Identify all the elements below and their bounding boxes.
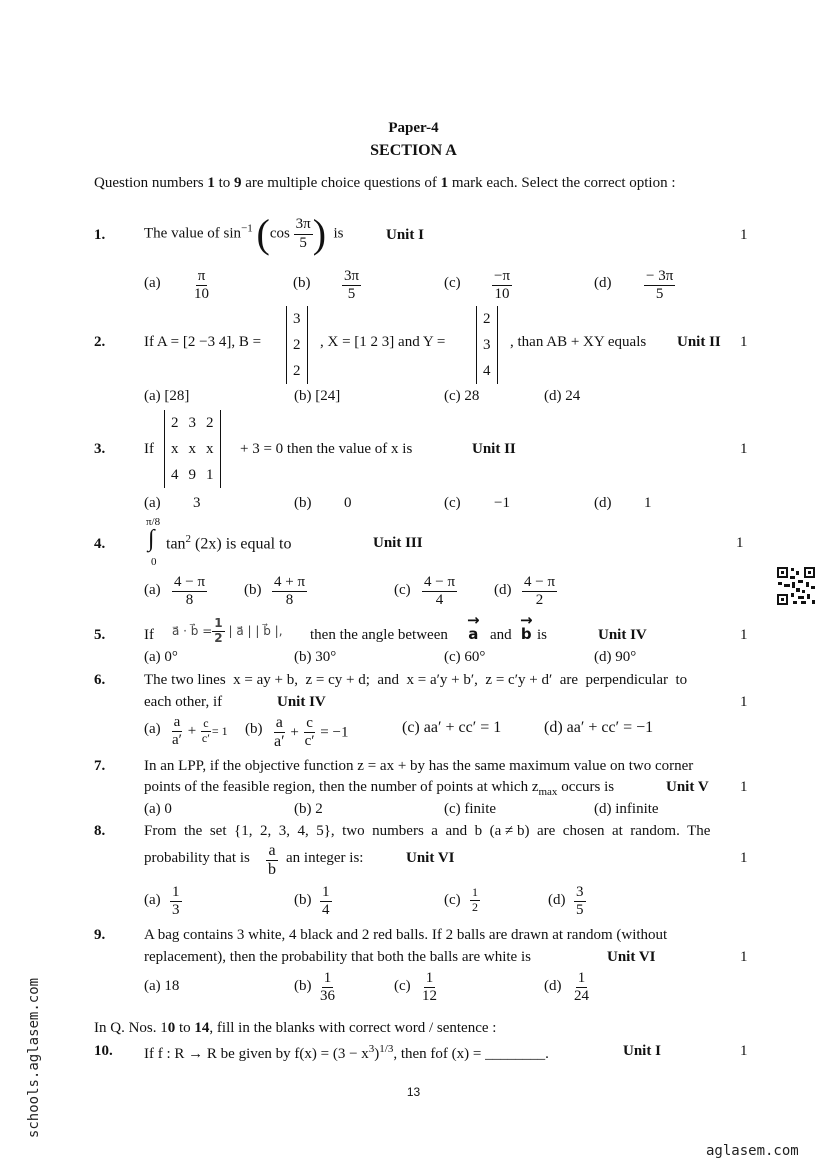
q7-line2: points of the feasible region, then the number of points at which $z_{max}$ occurs is (144, 779, 615, 798)
q5-option-a: (a) 0° (144, 649, 178, 665)
q2-pre: If A = [2 −3 4], B = (144, 334, 262, 350)
page-number: 13 (406, 1085, 421, 1099)
q5-option-d: (d) 90° (594, 649, 637, 665)
q8-option-a-label: (a) (144, 892, 161, 908)
q9-number: 9. (94, 927, 106, 943)
q7-option-d: (d) infinite (594, 801, 659, 817)
paper-title: Paper-4 (388, 120, 439, 136)
q6-option-a: $\frac{a}{a'}$ + $\frac{c}{c'}$ = 1 (172, 714, 228, 749)
q8-fraction: $\frac{a}{b}$ (268, 842, 276, 879)
q4-option-d-label: (d) (494, 582, 512, 598)
q2-matrix-y: 2 3 4 (476, 306, 498, 384)
q5-and: and (490, 627, 512, 643)
q4-lower-limit: 0 (151, 556, 157, 568)
q9-line1: A bag contains 3 white, 4 black and 2 red balls. If 2 balls are drawn at random (without (144, 927, 668, 943)
q3-option-d: 1 (644, 495, 652, 511)
q3-determinant: 2 3 2 x x x 4 9 1 (164, 410, 221, 488)
q5-pre: If (144, 627, 154, 643)
q5-expression: a⃗ · b⃗ = $\frac{1}{2}$ | a⃗ | | b⃗ |, (172, 616, 283, 645)
q9-unit: Unit VI (607, 949, 656, 965)
q5-vector-a: → a (467, 611, 480, 643)
q1-option-c-label: (c) (444, 275, 461, 291)
q6-option-d: (d) aa′ + cc′ = −1 (544, 719, 654, 736)
q9-option-b: $\frac{1}{36}$ (320, 970, 335, 1005)
q5-vector-b: → b (520, 611, 533, 643)
q2-marks: 1 (740, 334, 748, 350)
q4-option-b: $\frac{4 + \pi}{8}$ (274, 574, 306, 609)
q9-option-c-label: (c) (394, 978, 411, 994)
q10-marks: 1 (740, 1043, 748, 1059)
q5-number: 5. (94, 627, 106, 643)
q1-option-d: $\frac{- 3\pi}{5}$ (646, 268, 674, 303)
q4-number: 4. (94, 536, 106, 552)
q8-option-b: $\frac{1}{4}$ (322, 884, 330, 919)
q2-mid: , X = [1 2 3] and Y = (320, 334, 446, 350)
q8-number: 8. (94, 823, 106, 839)
q9-option-a: (a) 18 (144, 978, 180, 994)
q6-option-c: (c) aa′ + cc′ = 1 (402, 719, 502, 736)
q9-marks: 1 (740, 949, 748, 965)
fill-instructions: In Q. Nos. 10 to 14, fill in the blanks with correct word / sentence : (94, 1020, 497, 1036)
q7-option-c: (c) finite (444, 801, 497, 817)
q3-option-b-label: (b) (294, 495, 312, 511)
q10-number: 10. (94, 1043, 113, 1059)
q2-unit: Unit II (677, 334, 721, 350)
q8-marks: 1 (740, 850, 748, 866)
q9-option-c: $\frac{1}{12}$ (422, 970, 437, 1005)
q3-option-d-label: (d) (594, 495, 612, 511)
q7-option-b: (b) 2 (294, 801, 323, 817)
q2-option-a: (a) [28] (144, 388, 190, 404)
q3-pre: If (144, 441, 154, 457)
q7-number: 7. (94, 758, 106, 774)
q4-option-d: $\frac{4 - \pi}{2}$ (524, 574, 556, 609)
q3-number: 3. (94, 441, 106, 457)
q7-unit: Unit V (666, 779, 709, 795)
q6-option-a-label: (a) (144, 721, 161, 737)
q3-unit: Unit II (472, 441, 516, 457)
q8-unit: Unit VI (406, 850, 455, 866)
q4-option-a-label: (a) (144, 582, 161, 598)
q2-option-b: (b) [24] (294, 388, 341, 404)
qr-code-icon (776, 566, 816, 606)
q4-unit: Unit III (373, 535, 423, 551)
q8-option-c: $\frac{1}{2}$ (472, 885, 478, 914)
q6-line1: The two lines x = ay + b, z = cy + d; and x = a′y + b′, z = c′y + d′ are perpendicular to (144, 672, 688, 688)
q1-marks: 1 (740, 227, 748, 243)
q2-post: , than AB + XY equals (510, 334, 647, 350)
section-title: SECTION A (370, 142, 457, 159)
q3-post: + 3 = 0 then the value of x is (240, 441, 413, 457)
q9-option-d: $\frac{1}{24}$ (574, 970, 589, 1005)
q8-option-c-label: (c) (444, 892, 461, 908)
q6-line2: each other, if (144, 694, 223, 710)
q4-option-a: $\frac{4 - \pi}{8}$ (174, 574, 206, 609)
q9-option-b-label: (b) (294, 978, 312, 994)
q4-marks: 1 (736, 535, 744, 551)
q7-option-a: (a) 0 (144, 801, 172, 817)
q5-post: then the angle between (310, 627, 448, 643)
q8-line2-post: an integer is: (286, 850, 364, 866)
q6-option-b-label: (b) (245, 721, 263, 737)
q3-option-c-label: (c) (444, 495, 461, 511)
q1-option-b-label: (b) (293, 275, 311, 291)
q1-option-b: $\frac{3\pi}{5}$ (344, 268, 360, 303)
q5-option-c: (c) 60° (444, 649, 486, 665)
q4-option-b-label: (b) (244, 582, 262, 598)
q10-text: If f : R → R be given by $f(x) = (3 - x^3)^{1/3}$, then fof (x) = ________. (144, 1043, 549, 1062)
q1-number: 1. (94, 227, 106, 243)
q8-option-d-label: (d) (548, 892, 566, 908)
q5-marks: 1 (740, 627, 748, 643)
q9-option-d-label: (d) (544, 978, 562, 994)
q2-option-d: (d) 24 (544, 388, 581, 404)
q4-text: $\tan^2 (2x)$ is equal to (166, 533, 292, 553)
q3-marks: 1 (740, 441, 748, 457)
q2-matrix-b: 3 2 2 (286, 306, 308, 384)
q4-option-c-label: (c) (394, 582, 411, 598)
q5-is: is (537, 627, 548, 643)
q2-option-c: (c) 28 (444, 388, 480, 404)
q5-option-b: (b) 30° (294, 649, 337, 665)
q6-marks: 1 (740, 694, 748, 710)
q1-option-c: $\frac{-\pi}{10}$ (494, 268, 511, 303)
q1-option-a: $\frac{\pi}{10}$ (194, 268, 209, 303)
q3-option-a: 3 (193, 495, 201, 511)
q4-option-c: $\frac{4 - \pi}{4}$ (424, 574, 456, 609)
watermark-left: schools.aglasem.com (26, 977, 42, 1139)
q3-option-a-label: (a) (144, 495, 161, 511)
q4-upper-limit: π/8 (146, 516, 161, 528)
q2-number: 2. (94, 334, 106, 350)
q7-marks: 1 (740, 779, 748, 795)
q1-option-a-label: (a) (144, 275, 161, 291)
instructions: Question numbers 1 to 9 are multiple choice questions of 1 mark each. Select the correct option : (94, 175, 676, 191)
q1-option-d-label: (d) (594, 275, 612, 291)
q8-line1: From the set {1, 2, 3, 4, 5}, two numbers a and b (a ≠ b) are chosen at random. The (144, 823, 711, 839)
q6-option-b: $\frac{a}{a'}$ + $\frac{c}{c'}$ = −1 (274, 714, 349, 751)
q6-unit: Unit IV (277, 694, 326, 710)
q3-option-b: 0 (344, 495, 352, 511)
q9-line2: replacement), then the probability that both the balls are white is (144, 949, 531, 965)
watermark-right: aglasem.com (706, 1143, 799, 1159)
q10-unit: Unit I (623, 1043, 661, 1059)
q4-integral: ∫ (148, 526, 155, 552)
q1-text: The value of $\sin^{-1} (\cos$ $\frac{3\pi}{5}$ ) is (144, 211, 344, 256)
q8-option-b-label: (b) (294, 892, 312, 908)
q1-unit: Unit I (386, 227, 424, 243)
q7-line1: In an LPP, if the objective function z = ax + by has the same maximum value on two corner (144, 758, 694, 774)
q3-option-c: −1 (494, 495, 510, 511)
q6-number: 6. (94, 672, 106, 688)
q8-line2-pre: probability that is (144, 850, 250, 866)
q8-option-a: $\frac{1}{3}$ (172, 884, 180, 919)
q5-unit: Unit IV (598, 627, 647, 643)
q8-option-d: $\frac{3}{5}$ (576, 884, 584, 919)
